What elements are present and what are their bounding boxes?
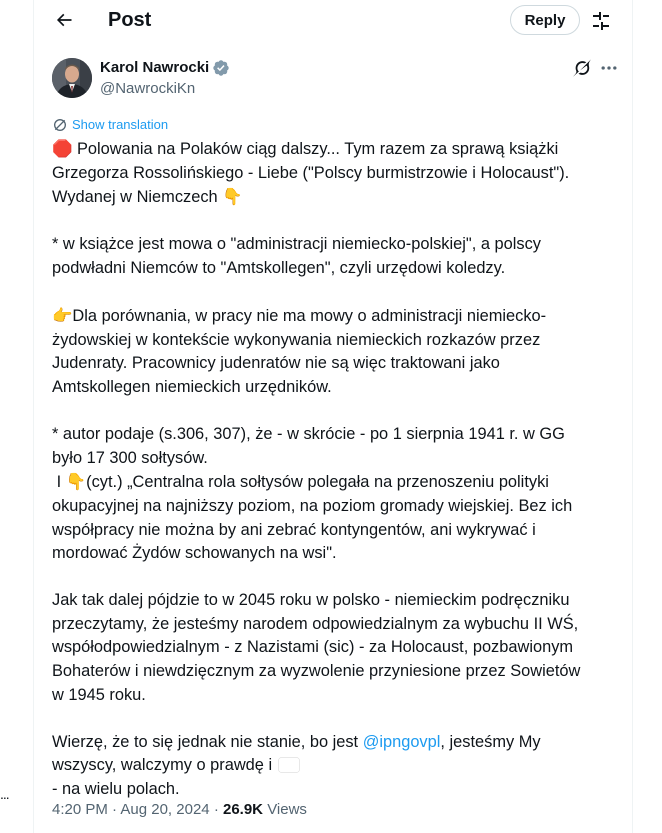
tweet-line: w 1945 roku. (52, 685, 146, 704)
tweet-line: Wierzę, że to się jednak nie stanie, bo jest @ipngovpl, jesteśmy My (52, 732, 541, 751)
tweet-line: Amtskollegen niemieckich urzędników. (52, 377, 332, 396)
post-meta: 4:20 PM · Aug 20, 2024 · 26.9K Views (52, 801, 307, 818)
tweet-line: okupacyjnej na najniższy poziom, na poziom gromady wiejskiej. Bez ich (52, 496, 573, 515)
stop-sign-emoji: 🛑 (52, 139, 73, 158)
author-handle[interactable]: @NawrockiKn (100, 80, 196, 97)
tweet-line: Grzegorza Rossolińskiego - Liebe ("Polscy burmistrzowie i Holocaust"). (52, 163, 570, 182)
tweet-line: 🛑 Polowania na Polaków ciąg dalszy... Tym razem za sprawą książki (52, 139, 559, 158)
avatar[interactable] (52, 58, 92, 98)
tweet-line: Wydanej w Niemczech 👇 (52, 187, 243, 207)
post-header (34, 0, 632, 40)
verified-badge-icon (212, 59, 230, 77)
tweet-line: mordować Żydów schowanych na wsi". (52, 544, 337, 563)
post-time[interactable]: 4:20 PM (52, 801, 108, 818)
author-name-row[interactable] (100, 58, 230, 78)
tweet-line: I 👇(cyt.) „Centralna rola sołtysów polegała na przenoszeniu polityki (56, 472, 549, 492)
sidebar-more-icon[interactable]: ... (0, 786, 9, 802)
tweet-text: 🛑 Polowania na Polaków ciąg dalszy... Tym razem za sprawą książki Grzegorza Rossolińskiego - Liebe ("Polscy burmistrzowie i Holocaust"). Wydanej w Niemczech 👇 * w książce jest mowa o "administracji niemiecko-polskiej", a polscy podwładni Niemców to "Amtskollegen", czyli urzędowi koledzy. 👉Dla porównania, w pracy nie ma mowy o administracji niemiecko- żydowskiej w kontekście wykonywania niemieckich rozkazów przez Judenraty. Pracownicy judenratów nie są więc traktowani jako Amtskollegen niemieckich urzędników. * autor podaje (s.306, 307), że - w skrócie - po 1 sierpnia 1941 r. w GG było 17 300 sołtysów. I 👇(cyt.) „Centralna rola sołtysów polegała na przenoszeniu polityki okupacyjnej na najniższy poziom, na poziom gromady wiejskiej. Bez ich współpracy nie można by ani zebrać kontyngentów, ani wykrywać i mordować Żydów schowanych na wsi". Jak tak dalej pójdzie to w 2045 roku w polsko - niemieckim podręczniku przeczytamy, że jesteśmy narodem odpowiedzialnym za wybuchu II WŚ, współodpowiedzialnym - z Nazistami (sic) - za Holocaust, pozbawionym Bohaterów i niewdzięcznym za wyzwolenie przyniesione przez Sowietów w 1945 roku. Wierzę, że to się jednak nie stanie, bo jest @ipngovpl, jesteśmy My wszyscy, walczymy o prawdę i - na wielu polach. (52, 137, 612, 802)
views-label: Views (267, 801, 307, 818)
post-column (33, 0, 633, 833)
translate-icon (52, 117, 68, 133)
sliders-icon[interactable] (589, 8, 613, 32)
point-right-emoji: 👉 (52, 306, 73, 326)
tweet-line: wszyscy, walczymy o prawdę i (52, 754, 612, 778)
arrow-left-icon (54, 10, 74, 30)
point-down-emoji: 👇 (65, 472, 87, 492)
more-options-icon[interactable] (599, 58, 619, 78)
tweet-line: współodpowiedzialnym - z Nazistami (sic) - za Holocaust, pozbawionym (52, 638, 574, 657)
author-name[interactable]: Karol Nawrocki (100, 59, 210, 76)
point-down-emoji: 👇 (222, 187, 243, 207)
tweet-line: 👉Dla porównania, w pracy nie ma mowy o administracji niemiecko- (52, 306, 547, 326)
tweet-line: Bohaterów i niewdzięcznym za wyzwolenie przyniesione przez Sowietów (52, 662, 581, 681)
poland-flag-emoji (279, 758, 299, 772)
tweet-line: współpracy nie można by ani zebrać kontyngentów, ani wykrywać i (52, 520, 536, 539)
post-date[interactable]: Aug 20, 2024 (120, 801, 210, 818)
tweet-line: żydowskiej w kontekście wykonywania niemieckich rozkazów przez (52, 330, 541, 349)
show-translation-label[interactable]: Show translation (72, 117, 169, 132)
tweet-line: * autor podaje (s.306, 307), że - w skrócie - po 1 sierpnia 1941 r. w GG (52, 425, 565, 444)
tweet-line: Jak tak dalej pójdzie to w 2045 roku w polsko - niemieckim podręczniku (52, 591, 570, 610)
reply-button[interactable]: Reply (510, 5, 580, 35)
tweet-line: było 17 300 sołtysów. (52, 448, 208, 467)
back-button[interactable] (50, 6, 78, 34)
tweet-line: Judenraty. Pracownicy judenratów nie są więc traktowani jako (52, 354, 500, 373)
page-title: Post (108, 9, 152, 31)
tweet-line: przeczytamy, że jesteśmy narodem odpowiedzialnym za wybuchu II WŚ, (52, 614, 579, 633)
tweet-line: * w książce jest mowa o "administracji niemiecko-polskiej", a polscy (52, 235, 541, 254)
grok-icon[interactable] (572, 58, 592, 78)
show-translation-link[interactable] (52, 115, 168, 135)
mention-link[interactable]: @ipngovpl (362, 732, 441, 751)
views-count: 26.9K (222, 801, 264, 818)
tweet-line: podwładni Niemców to "Amtskollegen", czyli urzędowi koledzy. (52, 258, 506, 277)
